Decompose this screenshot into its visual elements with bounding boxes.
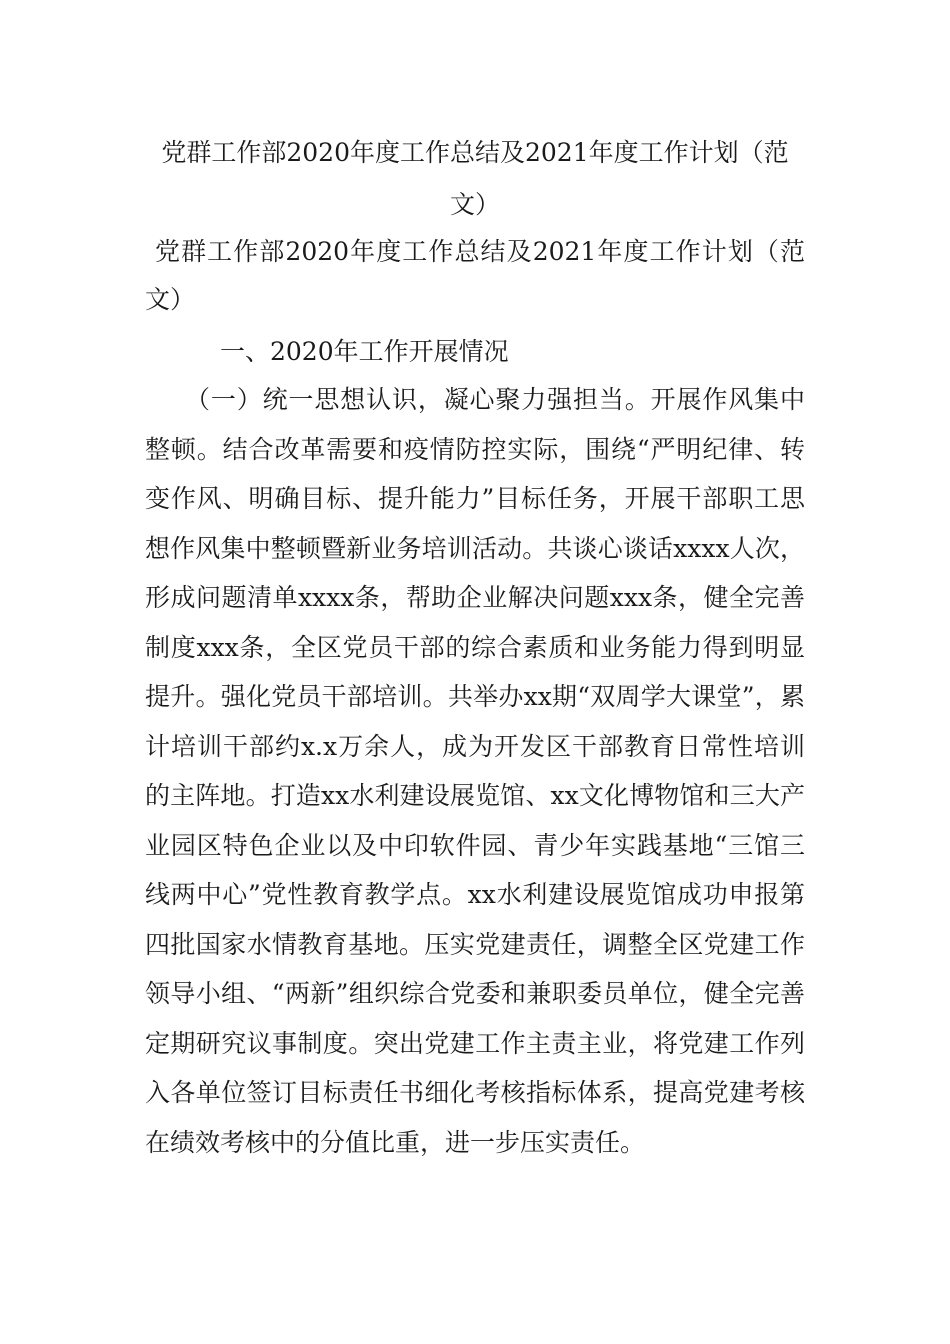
body-paragraph: （一）统一思想认识，凝心聚力强担当。开展作风集中整顿。结合改革需要和疫情防控实际，围绕“严明纪律、转变作风、明确目标、提升能力”目标任务，开展干部职工思想作风集中整顿暨新业务培训活动。共谈心谈话xxxx人次，形成问题清单xxxx条，帮助企业解决问题xxx条，健全完善制度xxx条，全区党员干部的综合素质和业务能力得到明显提升。强化党员干部培训。共举办xx期“双周学大课堂”，累计培训干部约x.x万余人，成为开发区干部教育日常性培训的主阵地。打造xx水利建设展览馆、xx文化博物馆和三大产业园区特色企业以及中印软件园、青少年实践基地“三馆三线两中心”党性教育教学点。xx水利建设展览馆成功申报第四批国家水情教育基地。压实党建责任，调整全区党建工作领导小组、“两新”组织综合党委和兼职委员单位，健全完善定期研究议事制度。突出党建工作主责主业，将党建工作列入各单位签订目标责任书细化考核指标体系，提高党建考核在绩效考核中的分值比重，进一步压实责任。 [145,385,805,1157]
document-title: 党群工作部2020年度工作总结及2021年度工作计划（范文） [161,138,789,219]
section-heading: 一、2020年工作开展情况 [220,337,509,366]
document-subtitle: 党群工作部2020年度工作总结及2021年度工作计划（范文） [145,237,805,314]
